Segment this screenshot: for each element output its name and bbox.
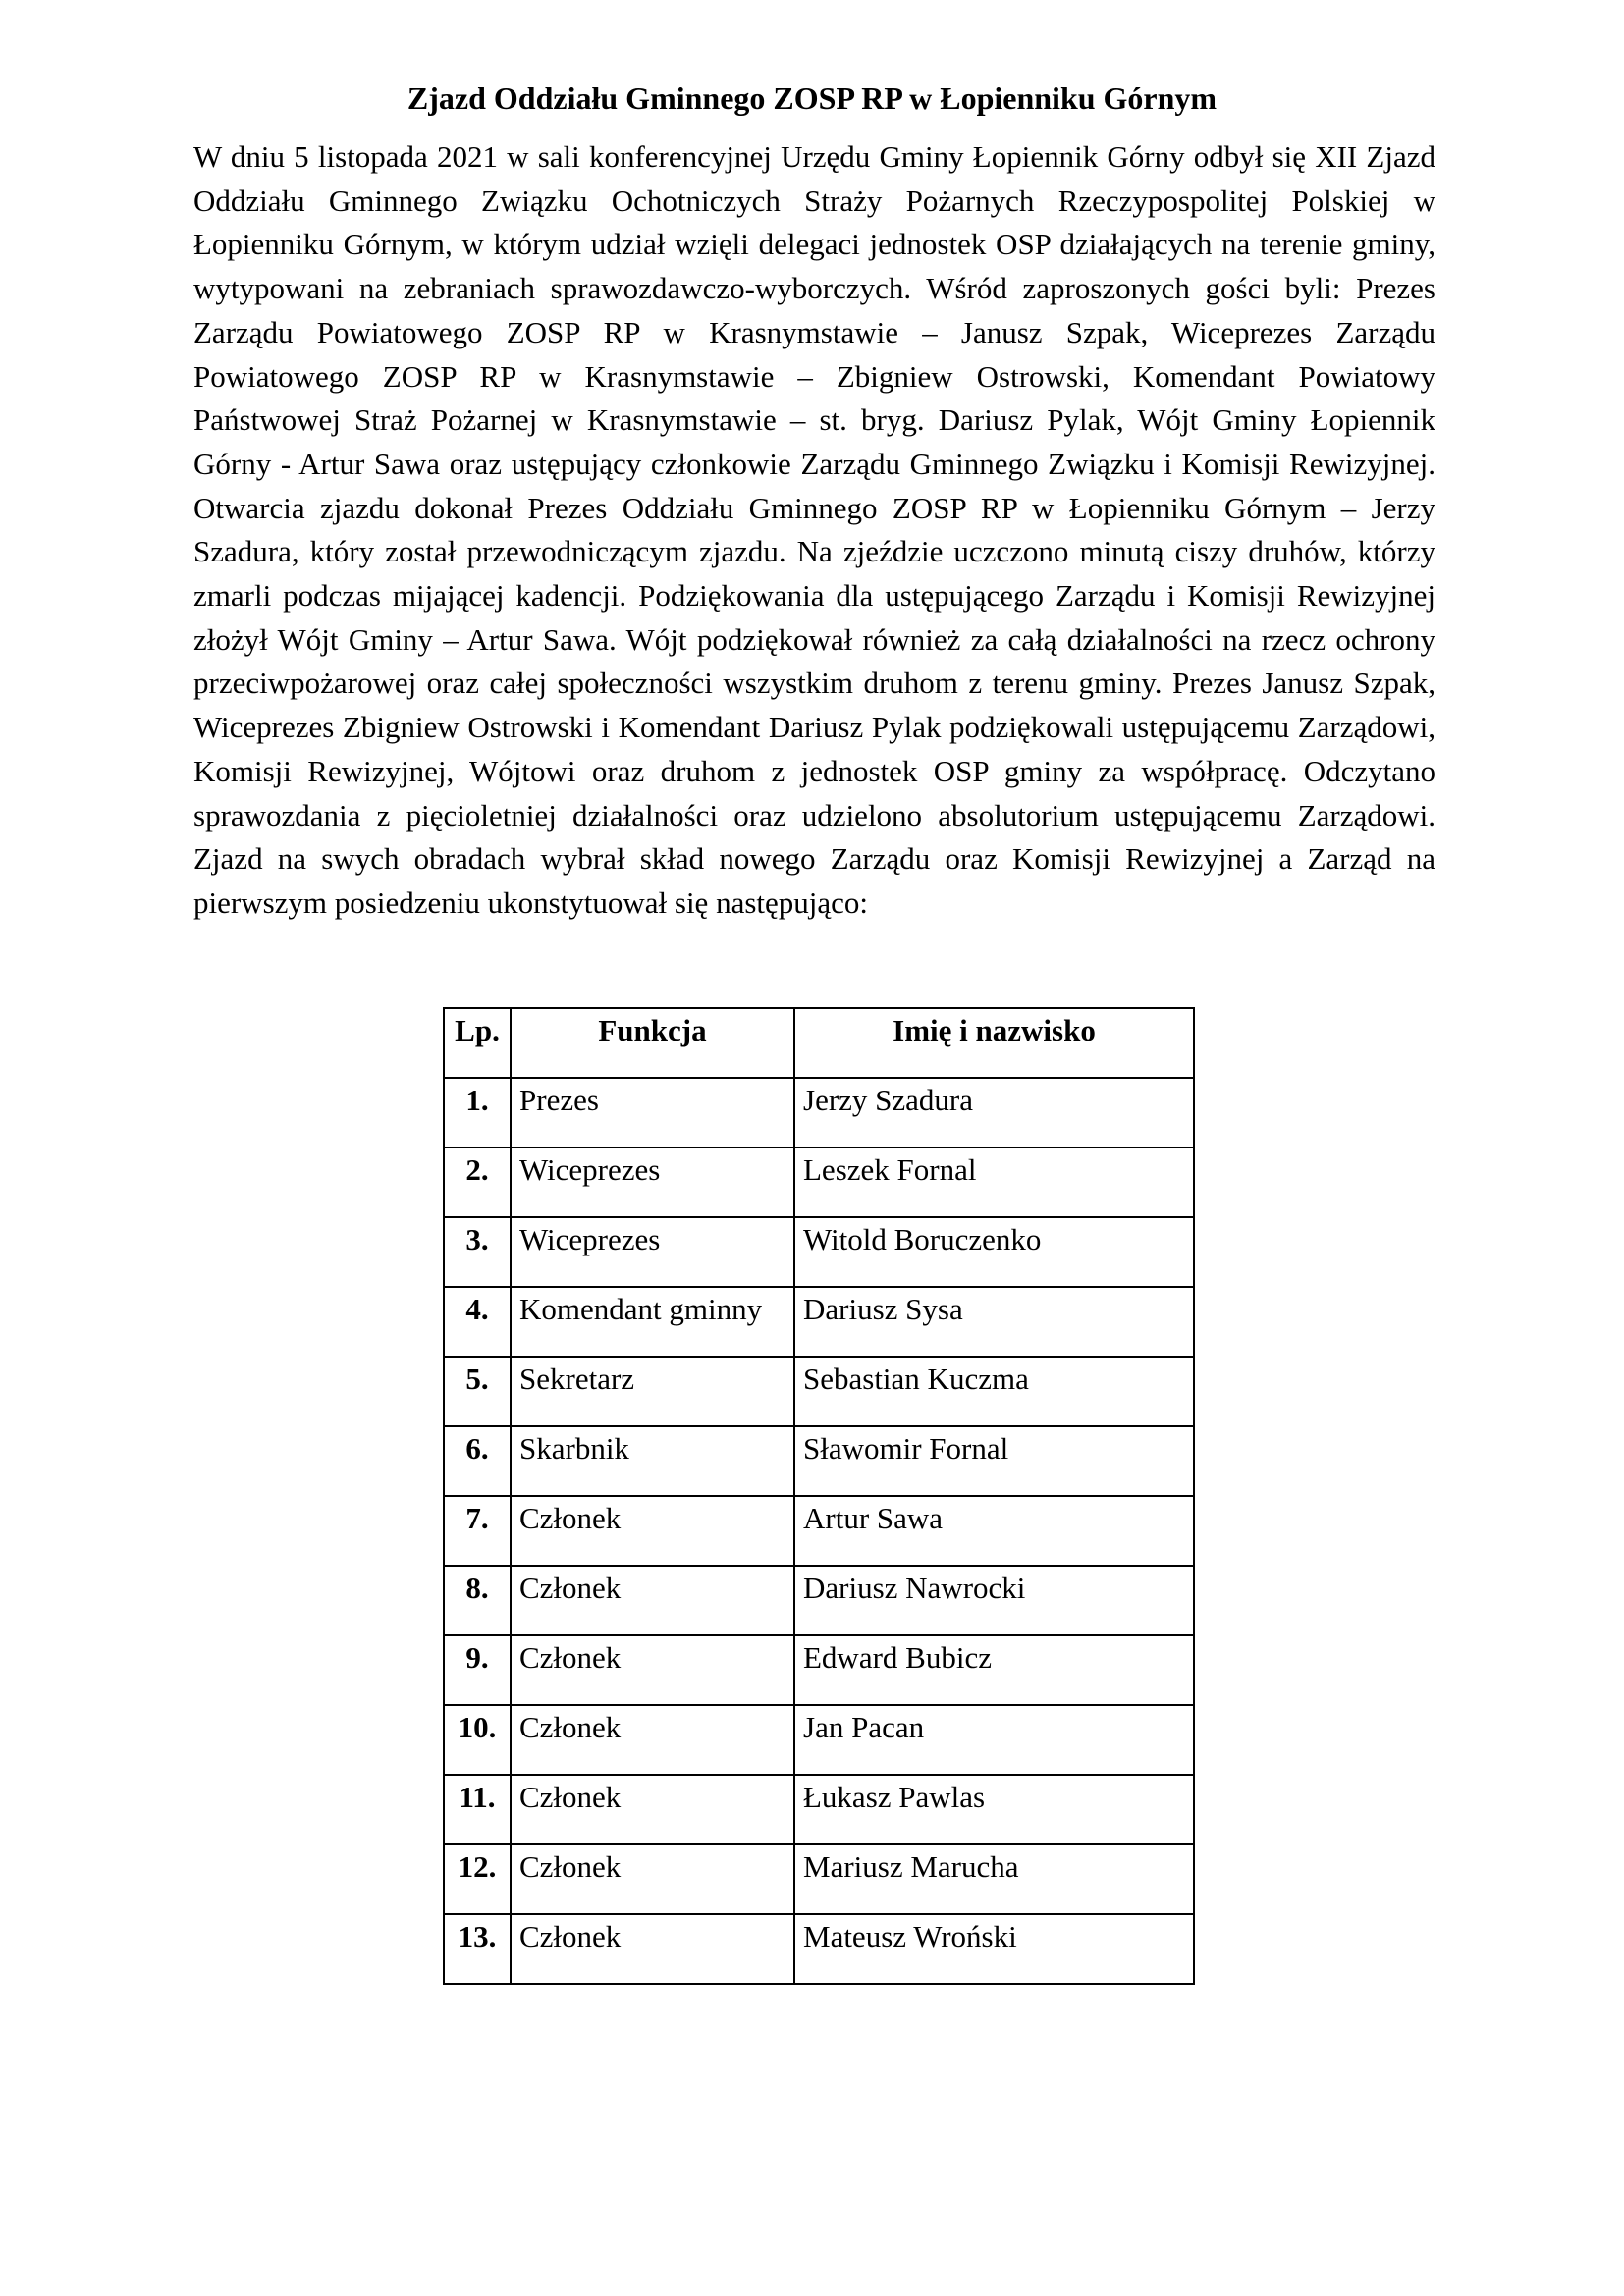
table-header-row bbox=[444, 1008, 1194, 1078]
row-lp: 11. bbox=[444, 1775, 511, 1844]
row-function: Członek bbox=[511, 1705, 794, 1775]
row-lp: 5. bbox=[444, 1357, 511, 1426]
table-row bbox=[444, 1775, 1194, 1844]
table-row bbox=[444, 1217, 1194, 1287]
row-name: Sebastian Kuczma bbox=[794, 1357, 1194, 1426]
row-name: Artur Sawa bbox=[794, 1496, 1194, 1566]
header-lp: Lp. bbox=[444, 1008, 511, 1078]
row-name: Mariusz Marucha bbox=[794, 1844, 1194, 1914]
table-row bbox=[444, 1844, 1194, 1914]
table-row bbox=[444, 1705, 1194, 1775]
row-function: Prezes bbox=[511, 1078, 794, 1148]
table-row bbox=[444, 1357, 1194, 1426]
row-name: Jan Pacan bbox=[794, 1705, 1194, 1775]
board-members-table bbox=[443, 1007, 1195, 1985]
table-body bbox=[444, 1078, 1194, 1984]
row-name: Łukasz Pawlas bbox=[794, 1775, 1194, 1844]
row-function: Członek bbox=[511, 1914, 794, 1984]
row-name: Mateusz Wroński bbox=[794, 1914, 1194, 1984]
row-function: Członek bbox=[511, 1635, 794, 1705]
row-function: Wiceprezes bbox=[511, 1148, 794, 1217]
table-row bbox=[444, 1287, 1194, 1357]
row-lp: 7. bbox=[444, 1496, 511, 1566]
row-lp: 8. bbox=[444, 1566, 511, 1635]
row-function: Sekretarz bbox=[511, 1357, 794, 1426]
table-row bbox=[444, 1496, 1194, 1566]
row-lp: 3. bbox=[444, 1217, 511, 1287]
row-function: Skarbnik bbox=[511, 1426, 794, 1496]
row-name: Edward Bubicz bbox=[794, 1635, 1194, 1705]
document-title: Zjazd Oddziału Gminnego ZOSP RP w Łopienniku Górnym bbox=[406, 80, 1218, 116]
row-lp: 4. bbox=[444, 1287, 511, 1357]
row-name: Jerzy Szadura bbox=[794, 1078, 1194, 1148]
row-lp: 9. bbox=[444, 1635, 511, 1705]
row-lp: 1. bbox=[444, 1078, 511, 1148]
row-name: Witold Boruczenko bbox=[794, 1217, 1194, 1287]
table-row bbox=[444, 1914, 1194, 1984]
row-lp: 13. bbox=[444, 1914, 511, 1984]
row-function: Komendant gminny bbox=[511, 1287, 794, 1357]
row-function: Członek bbox=[511, 1775, 794, 1844]
row-name: Dariusz Sysa bbox=[794, 1287, 1194, 1357]
row-name: Leszek Fornal bbox=[794, 1148, 1194, 1217]
row-lp: 10. bbox=[444, 1705, 511, 1775]
row-function: Członek bbox=[511, 1496, 794, 1566]
row-function: Wiceprezes bbox=[511, 1217, 794, 1287]
header-name: Imię i nazwisko bbox=[794, 1008, 1194, 1078]
row-lp: 12. bbox=[444, 1844, 511, 1914]
row-lp: 6. bbox=[444, 1426, 511, 1496]
table-row bbox=[444, 1635, 1194, 1705]
table-row bbox=[444, 1566, 1194, 1635]
document-paragraph: W dniu 5 listopada 2021 w sali konferencyjnej Urzędu Gminy Łopiennik Górny odbył się XII Zjazd Oddziału Gminnego Związku Ochotniczych Straży Pożarnych Rzeczypospolitej Polskiej w Łopienniku Górnym, w którym udział wzięli delegaci jednostek OSP działających na terenie gminy, wytypowani na zebraniach sprawozdawczo-wyborczych. Wśród zaproszonych gości byli: Prezes Zarządu Powiatowego ZOSP RP w Krasnymstawie – Janusz Szpak, Wiceprezes Zarządu Powiatowego ZOSP RP w Krasnymstawie – Zbigniew Ostrowski, Komendant Powiatowy Państwowej Straż Pożarnej w Krasnymstawie – st. bryg. Dariusz Pylak, Wójt Gminy Łopiennik Górny - Artur Sawa oraz ustępujący członkowie Zarządu Gminnego Związku i Komisji Rewizyjnej. Otwarcia zjazdu dokonał Prezes Oddziału Gminnego ZOSP RP w Łopienniku Górnym – Jerzy Szadura, który został przewodniczącym zjazdu. Na zjeździe uczczono minutą ciszy druhów, którzy zmarli podczas mijającej kadencji. Podziękowania dla ustępującego Zarządu i Komisji Rewizyjnej złożył Wójt Gminy – Artur Sawa. Wójt podziękował również za całą działalności na rzecz ochrony przeciwpożarowej oraz całej społeczności wszystkim druhom z terenu gminy. Prezes Janusz Szpak, Wiceprezes Zbigniew Ostrowski i Komendant Dariusz Pylak podziękowali ustępującemu Zarządowi, Komisji Rewizyjnej, Wójtowi oraz druhom z jednostek OSP gminy za współpracę. Odczytano sprawozdania z pięcioletniej działalności oraz udzielono absolutorium ustępującemu Zarządowi. Zjazd na swych obradach wybrał skład nowego Zarządu oraz Komisji Rewizyjnej a Zarząd na pierwszym posiedzeniu ukonstytuował się następująco: bbox=[193, 139, 1435, 920]
row-function: Członek bbox=[511, 1844, 794, 1914]
row-name: Sławomir Fornal bbox=[794, 1426, 1194, 1496]
header-function: Funkcja bbox=[511, 1008, 794, 1078]
row-function: Członek bbox=[511, 1566, 794, 1635]
row-name: Dariusz Nawrocki bbox=[794, 1566, 1194, 1635]
table-row bbox=[444, 1078, 1194, 1148]
row-lp: 2. bbox=[444, 1148, 511, 1217]
table-row bbox=[444, 1426, 1194, 1496]
table-row bbox=[444, 1148, 1194, 1217]
